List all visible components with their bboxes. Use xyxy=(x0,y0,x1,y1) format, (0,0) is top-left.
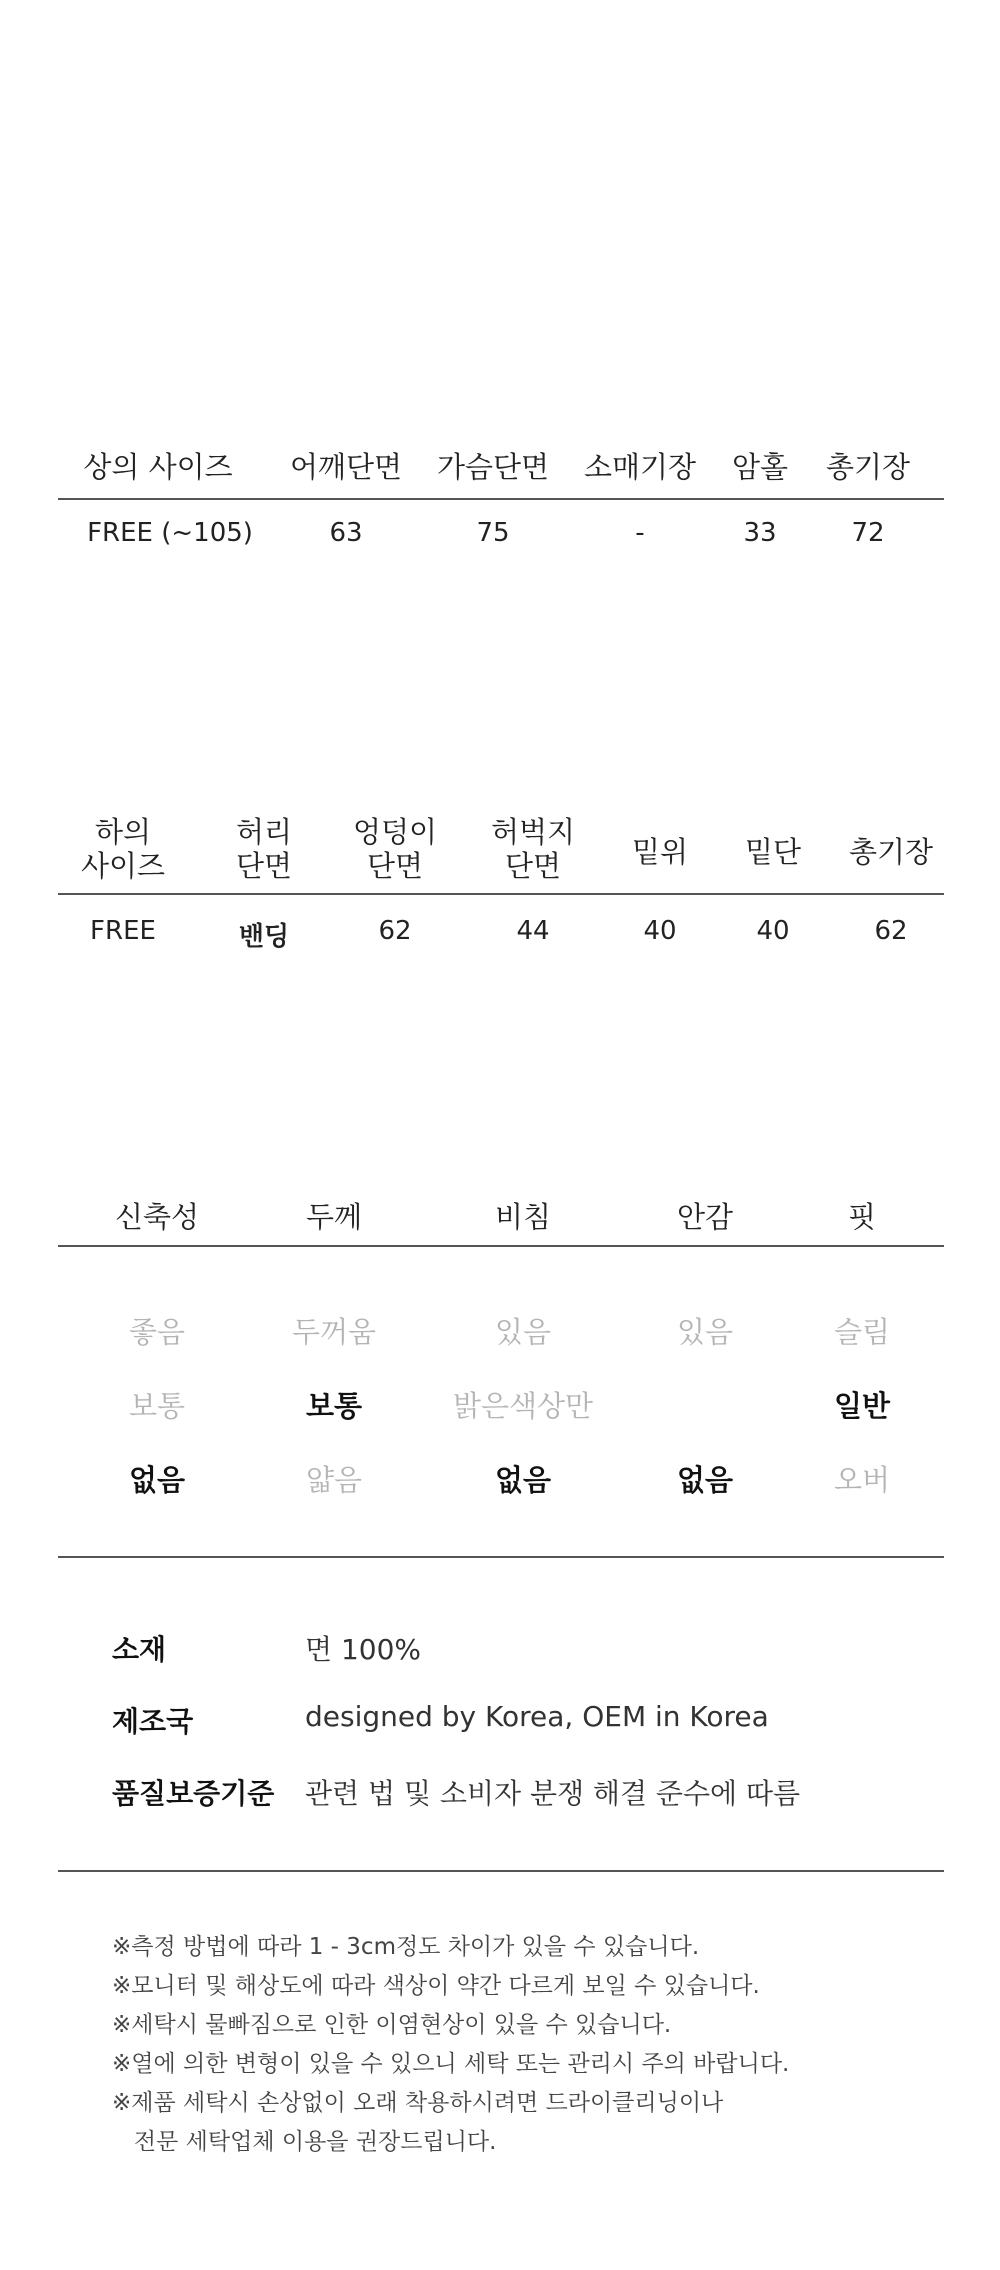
origin-label: 제조국 xyxy=(112,1705,194,1738)
bottom-header-size-line1: 하의 xyxy=(94,815,152,849)
bottom-header-hip xyxy=(353,815,437,883)
top-header-shoulder: 어깨단면 xyxy=(289,450,403,484)
top-header-size: 상의 사이즈 xyxy=(83,450,233,484)
fabric-option: 밝은색상만 xyxy=(452,1389,594,1423)
material-label: 소재 xyxy=(112,1633,167,1666)
bottom-value-hip: 62 xyxy=(378,916,412,946)
bottom-header-waist-line1: 허리 xyxy=(235,815,293,849)
bottom-header-size xyxy=(81,815,165,883)
bottom-header-hip-line2: 단면 xyxy=(366,849,424,883)
fabric-option: 좋음 xyxy=(128,1315,186,1349)
note-line: 전문 세탁업체 이용을 권장드립니다. xyxy=(112,2129,497,2155)
top-value-sleeve: - xyxy=(635,518,645,548)
bottom-header-thigh xyxy=(491,815,575,883)
fabric-option: 오버 xyxy=(833,1463,891,1497)
top-header-sleeve: 소매기장 xyxy=(583,450,697,484)
bottom-header-thigh-line1: 허벅지 xyxy=(490,815,576,849)
note-line: ※제품 세탁시 손상없이 오래 착용하시려면 드라이클리닝이나 xyxy=(112,2090,724,2116)
note-line: ※모니터 및 해상도에 따라 색상이 약간 다르게 보일 수 있습니다. xyxy=(112,1973,760,1999)
fabric-option: 보통 xyxy=(128,1389,186,1423)
fabric-header-thickness: 두께 xyxy=(305,1200,363,1234)
warranty-value: 관련 법 및 소비자 분쟁 해결 준수에 따름 xyxy=(305,1777,801,1810)
divider xyxy=(58,893,944,895)
bottom-value-waist: 밴딩 xyxy=(238,922,290,952)
bottom-header-size-line2: 사이즈 xyxy=(80,849,166,883)
divider xyxy=(58,1245,944,1247)
fabric-option: 없음 xyxy=(676,1463,734,1497)
bottom-value-size: FREE xyxy=(90,916,156,946)
divider xyxy=(58,1556,944,1558)
fabric-header-sheerness: 비침 xyxy=(494,1200,552,1234)
bottom-header-thigh-line2: 단면 xyxy=(504,849,562,883)
fabric-option: 일반 xyxy=(833,1389,891,1423)
bottom-header-length: 총기장 xyxy=(848,835,934,869)
fabric-option: 두꺼움 xyxy=(291,1315,377,1349)
bottom-value-hem: 40 xyxy=(756,916,790,946)
top-value-length: 72 xyxy=(851,518,885,548)
fabric-option: 슬림 xyxy=(833,1315,891,1349)
bottom-value-thigh: 44 xyxy=(516,916,550,946)
bottom-value-length: 62 xyxy=(874,916,908,946)
fabric-option: 없음 xyxy=(494,1463,552,1497)
fabric-option: 얇음 xyxy=(305,1463,363,1497)
bottom-header-hip-line1: 엉덩이 xyxy=(352,815,438,849)
top-value-chest: 75 xyxy=(476,518,510,548)
top-header-length: 총기장 xyxy=(825,450,911,484)
bottom-header-rise: 밑위 xyxy=(631,835,689,869)
note-line: ※세탁시 물빠짐으로 인한 이염현상이 있을 수 있습니다. xyxy=(112,2012,672,2038)
top-header-chest: 가슴단면 xyxy=(436,450,550,484)
fabric-header-stretch: 신축성 xyxy=(114,1200,200,1234)
top-value-shoulder: 63 xyxy=(329,518,363,548)
bottom-header-waist xyxy=(236,815,292,883)
bottom-header-waist-line2: 단면 xyxy=(235,849,293,883)
top-value-armhole: 33 xyxy=(743,518,777,548)
top-header-armhole: 암홀 xyxy=(731,450,789,484)
fabric-header-fit: 핏 xyxy=(847,1200,877,1234)
note-line: ※측정 방법에 따라 1 - 3cm정도 차이가 있을 수 있습니다. xyxy=(112,1934,700,1960)
fabric-option: 보통 xyxy=(305,1389,363,1423)
fabric-option: 있음 xyxy=(494,1315,552,1349)
origin-value: designed by Korea, OEM in Korea xyxy=(305,1700,769,1733)
warranty-label: 품질보증기준 xyxy=(112,1777,275,1810)
material-value: 면 100% xyxy=(305,1633,421,1666)
bottom-header-hem: 밑단 xyxy=(744,835,802,869)
divider xyxy=(58,1870,944,1872)
divider xyxy=(58,498,944,500)
bottom-value-rise: 40 xyxy=(643,916,677,946)
fabric-option: 없음 xyxy=(128,1463,186,1497)
note-line: ※열에 의한 변형이 있을 수 있으니 세탁 또는 관리시 주의 바랍니다. xyxy=(112,2051,790,2077)
fabric-option: 있음 xyxy=(676,1315,734,1349)
top-value-size: FREE (~105) xyxy=(87,518,253,548)
fabric-header-lining: 안감 xyxy=(676,1200,734,1234)
